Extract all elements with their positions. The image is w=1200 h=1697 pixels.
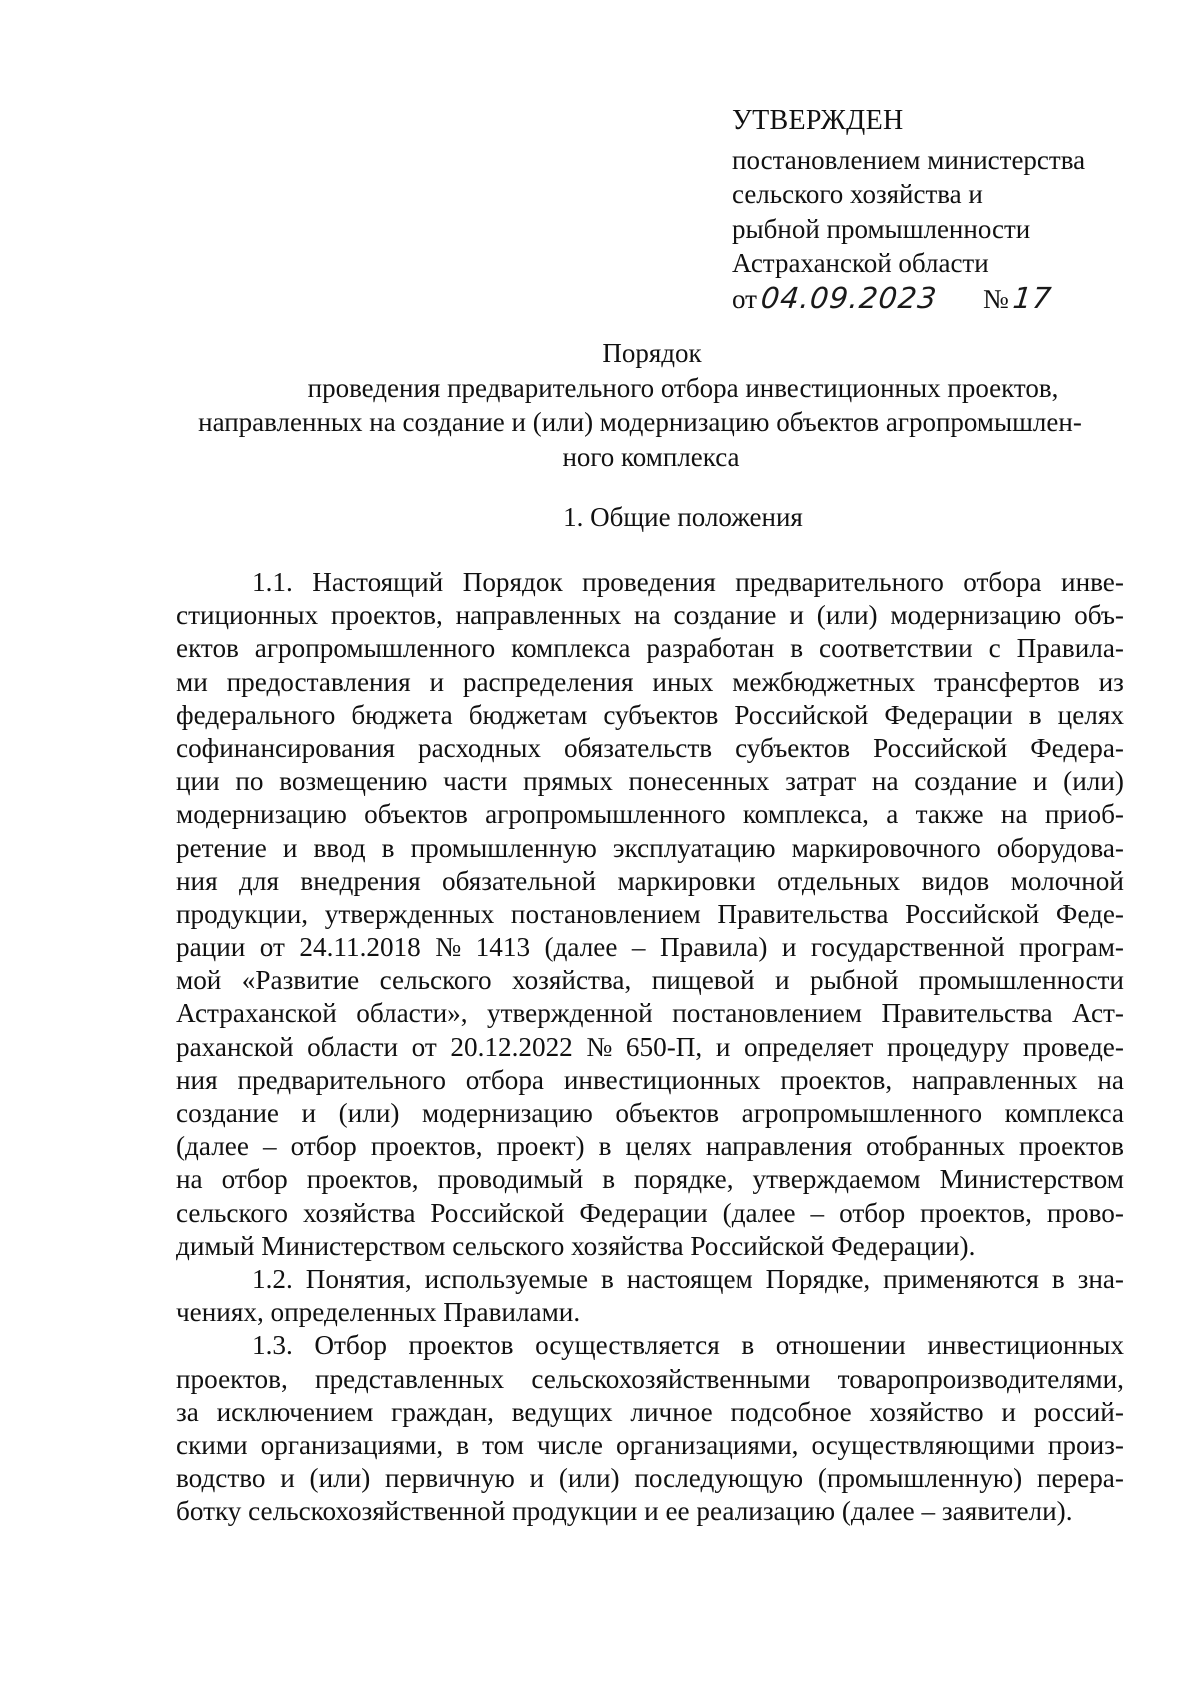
- section-heading: 1. Общие положения: [563, 502, 803, 532]
- text-line: проектов, представленных сельскохозяйственными товаропроизводителями,: [176, 1363, 1124, 1394]
- title-line: ного комплекса: [562, 441, 740, 472]
- document-title: [170, 336, 1110, 474]
- title-line: направленных на создание и (или) модернизацию объектов агропромышлен-: [198, 407, 1082, 437]
- text-line: модернизацию объектов агропромышленного комплекса, а также на приоб-: [176, 799, 1124, 830]
- text-line: ции по возмещению части прямых понесенных затрат на создание и (или): [176, 766, 1124, 797]
- text-line: ми предоставления и распределения иных межбюджетных трансфертов из: [176, 666, 1124, 697]
- approval-date-number: [732, 281, 1172, 317]
- text-line: федерального бюджета бюджетам субъектов Российской Федерации в целях: [176, 699, 1124, 730]
- text-line: ектов агропромышленного комплекса разработан в соответствии с Правила-: [176, 633, 1124, 664]
- handwritten-date: 04.09.2023: [759, 280, 939, 315]
- text-line: ботку сельскохозяйственной продукции и ее реализацию (далее – заявители).: [176, 1496, 1073, 1527]
- text-line: мой «Развитие сельского хозяйства, пищевой и рыбной промышленности: [176, 965, 1124, 996]
- title-line: Порядок: [602, 338, 702, 368]
- approval-line: рыбной промышленности: [732, 213, 1031, 244]
- body-text: [176, 566, 1124, 1528]
- text-line: продукции, утвержденных постановлением Правительства Российской Феде-: [176, 898, 1124, 929]
- text-line: 1.3. Отбор проектов осуществляется в отношении инвестиционных: [252, 1330, 1124, 1361]
- text-line: водство и (или) первичную и (или) последующую (промышленную) перера-: [176, 1463, 1124, 1494]
- text-line: рации от 24.11.2018 № 1413 (далее – Правила) и государственной програм-: [176, 932, 1124, 963]
- text-line: димый Министерством сельского хозяйства Российской Федерации).: [176, 1230, 976, 1261]
- text-line: софинансирования расходных обязательств субъектов Российской Федера-: [176, 732, 1124, 763]
- text-line: 1.1. Настоящий Порядок проведения предварительного отбора инве-: [252, 567, 1124, 597]
- text-line: создание и (или) модернизацию объектов агропромышленного комплекса: [176, 1098, 1124, 1128]
- text-line: ния предварительного отбора инвестиционных проектов, направленных на: [176, 1064, 1124, 1095]
- text-line: раханской области от 20.12.2022 № 650-П, и определяет процедуру проведе-: [176, 1031, 1124, 1062]
- text-line: ретение и ввод в промышленную эксплуатацию маркировочного оборудова-: [176, 832, 1124, 863]
- text-line: на отбор проектов, проводимый в порядке, утверждаемом Министерством: [176, 1164, 1124, 1195]
- paragraph: [176, 1329, 1124, 1528]
- text-line: (далее – отбор проектов, проект) в целях направления отобранных проектов: [176, 1131, 1124, 1162]
- number-sign: №: [983, 283, 1009, 314]
- text-line: 1.2. Понятия, используемые в настоящем Порядке, применяются в зна-: [252, 1263, 1124, 1294]
- text-line: чениях, определенных Правилами.: [176, 1297, 581, 1328]
- approved-heading: УТВЕРЖДЕН: [732, 105, 904, 136]
- text-line: ния для внедрения обязательной маркировки отдельных видов молочной: [176, 865, 1124, 896]
- date-prefix: от: [732, 283, 757, 314]
- text-line: Астраханской области», утвержденной постановлением Правительства Аст-: [176, 998, 1124, 1029]
- paragraph: [176, 566, 1124, 1263]
- approval-line: постановлением министерства: [732, 144, 1086, 175]
- approval-line: Астраханской области: [732, 248, 989, 278]
- text-line: сельского хозяйства Российской Федерации (далее – отбор проектов, прово-: [176, 1197, 1124, 1228]
- paragraph: [176, 1263, 1124, 1329]
- approval-line: сельского хозяйства и: [732, 179, 983, 209]
- approval-stamp-block: [732, 104, 1172, 316]
- text-line: стиционных проектов, направленных на создание и (или) модернизацию объ-: [176, 600, 1124, 631]
- text-line: скими организациями, в том числе организациями, осуществляющими произ-: [176, 1429, 1124, 1460]
- title-line: проведения предварительного отбора инвестиционных проектов,: [307, 372, 1059, 403]
- text-line: за исключением граждан, ведущих личное подсобное хозяйство и россий-: [176, 1396, 1124, 1427]
- handwritten-number: 17: [1011, 280, 1054, 315]
